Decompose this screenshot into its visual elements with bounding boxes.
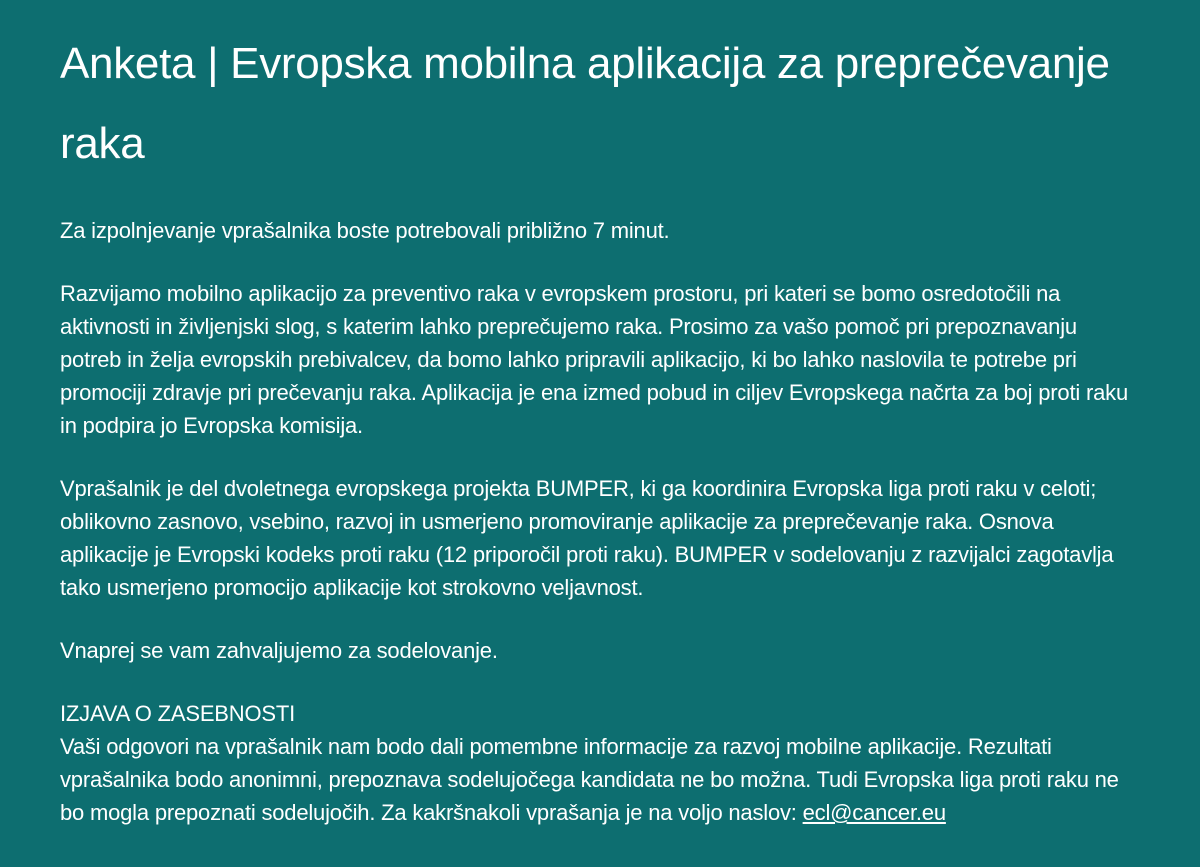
privacy-statement <box>60 697 1140 829</box>
survey-intro-page <box>0 24 1200 867</box>
privacy-heading: IZJAVA O ZASEBNOSTI <box>60 701 295 726</box>
page-title: Anketa | Evropska mobilna aplikacija za preprečevanje raka <box>60 39 1110 168</box>
duration-note: Za izpolnjevanje vprašalnika boste potrebovali približno 7 minut. <box>60 218 670 243</box>
thanks-paragraph: Vnaprej se vam zahvaljujemo za sodelovanje. <box>60 638 498 663</box>
contact-email-link[interactable]: ecl@cancer.eu <box>802 800 946 825</box>
privacy-body-text: Vaši odgovori na vprašalnik nam bodo dali pomembne informacije za razvoj mobilne aplikacije. Rezultati vprašalnika bodo anonimni, prepoznava sodelujočega kandidata ne bo možna. Tudi Evropska liga proti raku ne bo mogla prepoznati sodelujočih. Za kakršnakoli vprašanja je na voljo naslov: <box>60 734 1119 825</box>
app-description-paragraph: Razvijamo mobilno aplikacijo za preventivo raka v evropskem prostoru, pri kateri se bomo osredotočili na aktivnosti in življenjski slog, s katerim lahko preprečujemo raka. Prosimo za vašo pomoč pri prepoznavanju potreb in želja evropskih prebivalcev, da bomo lahko pripravili aplikacijo, ki bo lahko naslovila te potrebe pri promociji zdravje pri prečevanju raka. Aplikacija je ena izmed pobud in ciljev Evropskega načrta za boj proti raku in podpira jo Evropska komisija. <box>60 281 1128 438</box>
project-description-paragraph: Vprašalnik je del dvoletnega evropskega projekta BUMPER, ki ga koordinira Evropska liga proti raku v celoti; oblikovno zasnovo, vsebino, razvoj in usmerjeno promoviranje aplikacije za preprečevanje raka. Osnova aplikacije je Evropski kodeks proti raku (12 priporočil proti raku). BUMPER v sodelovanju z razvijalci zagotavlja tako usmerjeno promocijo aplikacije kot strokovno veljavnost. <box>60 476 1114 600</box>
